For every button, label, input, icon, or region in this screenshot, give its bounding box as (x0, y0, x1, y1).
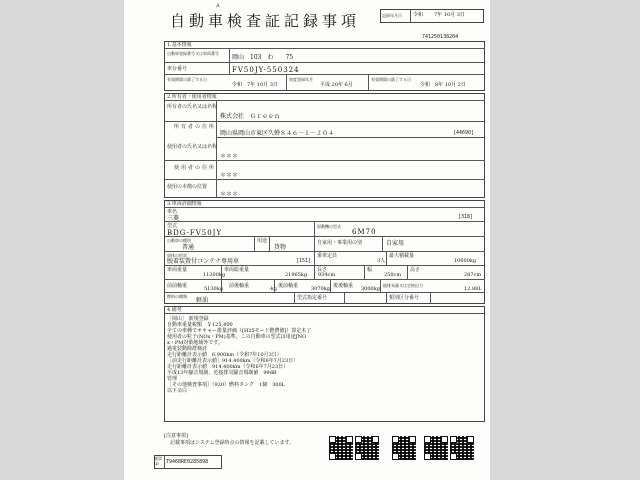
width-value: 250cm (384, 272, 402, 278)
owner-name-value: 株式会社 Ｇｒｅｅｎ (220, 113, 281, 120)
qr-code-5 (450, 436, 474, 460)
registration-number-label: 自動車登録番号又は車両番号 (167, 51, 219, 56)
owner-user-heading: 2.所有者・使用者情報 (167, 94, 217, 100)
notice-heading: [注意事項] (164, 433, 188, 439)
gross-weight-value: 21965kg (285, 272, 308, 278)
form-id-value: T9468RE0285898 (166, 459, 209, 465)
remarks-line: 以下余白 (167, 388, 188, 394)
remarks-line: 管理 (167, 376, 178, 382)
engine-model-label: 原動機の型式 (317, 224, 341, 229)
sheet-marker: A (216, 3, 220, 9)
capacity-label: 乗車定員 (317, 253, 338, 259)
vehicle-kind-value: 普通 (182, 244, 195, 251)
maker-value: 三菱 (167, 215, 180, 222)
remarks-list (167, 316, 311, 394)
owner-address-code: [44690] (453, 130, 475, 136)
chassis-number-label: 車台番号 (167, 66, 188, 72)
qr-code-1 (329, 436, 353, 460)
length-label: 長さ (317, 267, 328, 273)
remarks-line: 過電装動除群検討 (167, 346, 208, 352)
vehicle-weight-label: 車両重量 (167, 267, 188, 273)
height-value: 287cm (464, 272, 482, 278)
body-shape-code: [151] (296, 258, 312, 264)
expiry-label: 有効期間の満了する日 (371, 77, 411, 82)
purpose-label: 自家用・事業用の別 (317, 240, 363, 246)
rear-rear-axle-label: 後後軸重 (333, 283, 354, 289)
form-id-label: 帳票ID (154, 456, 162, 466)
user-address-label: 使用者の住所 (174, 165, 217, 171)
qr-code-4 (424, 436, 448, 460)
owner-address-value: 岡山県岡山市東区久蝉８４６－１－２０４ (220, 130, 335, 137)
remarks-line: ［岡山］ 新規登録 (167, 316, 209, 322)
remarks-heading: 4.備考 (167, 307, 182, 313)
qr-code-3 (392, 436, 416, 460)
issue-date-label: 記録年月日 (382, 13, 402, 18)
model-label: 型式 (167, 223, 178, 229)
gross-weight-label: 車両総重量 (224, 267, 250, 273)
vehicle-detail-heading: 3.車両詳細情報 (167, 201, 202, 207)
use-label: 用途 (257, 238, 268, 244)
max-load-label: 最大積載量 (389, 253, 415, 259)
type-designation-label: 型式指定番号 (297, 295, 328, 301)
valid-period-value: 令和 7年 10月 3日 (232, 82, 278, 88)
maker-code: [318] (458, 214, 474, 220)
remarks-line: x・PM対策地域外です。 (167, 340, 223, 346)
user-name-label: 使用者の氏名又は名称 (167, 144, 218, 150)
remarks-line: 走行距離計表示値 914,400km（令和6年7月23日） (167, 364, 289, 370)
chassis-number-value: FV50JY-550324 (232, 66, 300, 74)
displacement-value: 12.88L (464, 286, 482, 292)
owner-name-label: 所有者の氏名又は名称 (167, 104, 218, 110)
width-label: 幅 (367, 267, 373, 273)
valid-period-label: 有効期間の満了する日 (167, 77, 207, 82)
front-rear-axle-label: 前後軸重 (229, 283, 250, 289)
remarks-line: 使用者の粒子(NOx・PM)基準、この自動車の型式は用途JNO (167, 334, 307, 340)
base-location-label: 使用の本拠の位置 (167, 184, 208, 190)
rear-front-axle-label: 後前軸重 (278, 283, 299, 289)
body-shape-label: 車体の形状 (167, 253, 187, 258)
body-shape-value: 脱着装置付コンテナ専用車 (167, 258, 240, 265)
model-value: BDG-FV50JY (167, 229, 223, 237)
document-number: 741250138204 (422, 34, 459, 40)
owner-address-label: 所有者の住所 (174, 124, 217, 130)
first-registration-label: 初度登録年月 (289, 77, 313, 82)
engine-model-value: 6M70 (352, 228, 377, 236)
registration-number-value: 岡山 103 わ 75 (232, 54, 294, 61)
basic-info-heading: 1.基本情報 (167, 42, 192, 48)
vehicle-kind-label: 自動車の種別 (167, 238, 191, 243)
qr-code-2 (355, 436, 379, 460)
inspection-record-sheet (124, 0, 490, 480)
remarks-line: ［その他検査事項］（920）燃料タンク 1個 300L (167, 382, 285, 388)
user-address-value: ＊＊＊ (220, 172, 239, 179)
length-value: 934cm (318, 272, 336, 278)
remarks-line: 走行距離計表示値 6,900km（令和7年10月3日） (167, 352, 282, 358)
rear-front-axle-value: 3070kg (311, 286, 330, 292)
fuel-type-label: 燃料の種類 (167, 294, 187, 299)
base-location-value: ＊＊＊ (220, 191, 239, 198)
notice-text: 記載事項はシステム登録時点の情報を記載しています。 (170, 440, 295, 446)
class-number-label: 類別区分番号 (389, 295, 420, 301)
purpose-value: 自家用 (386, 240, 405, 247)
expiry-value: 令和 8年 10月 2日 (420, 82, 466, 88)
height-label: 高さ (410, 267, 421, 273)
front-rear-axle-value: -kg (269, 286, 277, 292)
first-registration-value: 平成 20年 6月 (320, 82, 353, 88)
vehicle-weight-value: 11200kg (203, 272, 226, 278)
remarks-line: 平成13年騒音規制、近接排気騒音規制値 99dB (167, 370, 277, 376)
issue-date-value: 7年 10月 3日 (434, 12, 465, 18)
rear-rear-axle-value: 3000kg (361, 286, 380, 292)
front-front-axle-value: 5130kg (204, 286, 223, 292)
maker-label: 車名 (167, 209, 178, 215)
use-value: 貨物 (274, 244, 287, 251)
capacity-value: 3人 (377, 258, 386, 264)
page-title: 自動車検査証記録事項 (170, 12, 361, 30)
issue-date-era: 令和 (413, 12, 424, 18)
front-front-axle-label: 前前軸重 (167, 283, 188, 289)
fuel-type-value: 軽油 (196, 297, 209, 304)
max-load-value: 10600kg (454, 258, 477, 264)
remarks-line: ［前走行距離計表示値］914,400km（令和6年7月23日） (167, 358, 299, 364)
user-name-value: ＊＊＊ (220, 153, 239, 160)
displacement-label: 総排気量又は定格出力 (383, 283, 423, 288)
remarks-line: 全ての車種でオキャー排量評価（[H25モード燃費値]）算定木了 (167, 328, 312, 334)
remarks-line: 自動車重量税額 ￥125,400 (167, 322, 233, 328)
